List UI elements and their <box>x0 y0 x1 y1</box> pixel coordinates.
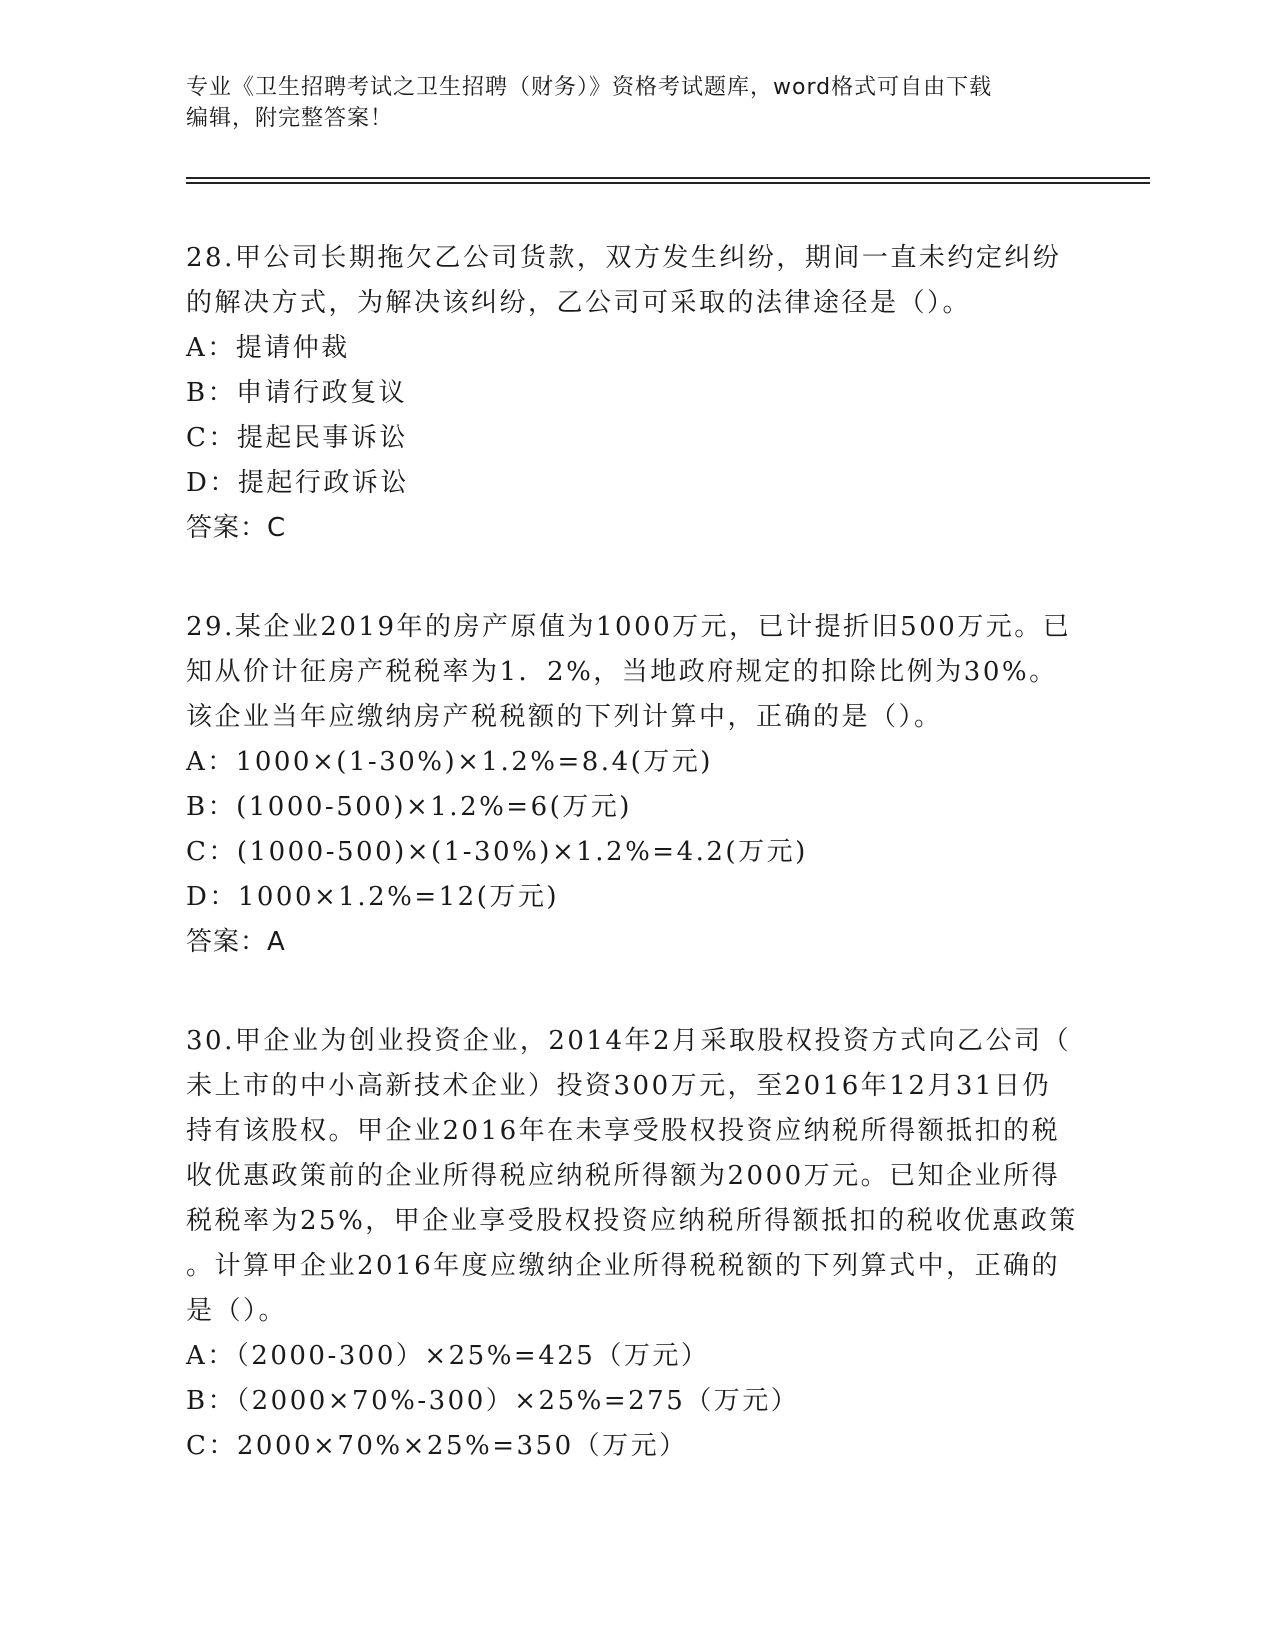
option-d: D：提起行政诉讼 <box>186 468 409 498</box>
option-c: C：2000×70%×25%=350（万元） <box>186 1431 688 1461</box>
stem-line: 税税率为25%，甲企业享受股权投资应纳税所得额抵扣的税收优惠政策 <box>186 1206 1078 1236</box>
stem-line: 收优惠政策前的企业所得税应纳税所得额为2000万元。已知企业所得 <box>186 1161 1061 1191</box>
option-d: D：1000×1.2%=12(万元) <box>186 882 560 912</box>
stem-line: 30.甲企业为创业投资企业，2014年2月采取股权投资方式向乙公司（ <box>186 1026 1072 1056</box>
document-header <box>186 72 1076 134</box>
option-b: B：申请行政复议 <box>186 378 408 408</box>
option-c: C：(1000-500)×(1-30%)×1.2%=4.2(万元) <box>186 837 808 867</box>
header-divider <box>186 177 1150 179</box>
question-list <box>186 236 1086 1523</box>
stem-line: 。计算甲企业2016年度应缴纳企业所得税税额的下列算式中，正确的 <box>186 1251 1061 1281</box>
stem-line: 是（）。 <box>186 1296 288 1326</box>
header-line: 编辑，附完整答案！ <box>186 106 394 131</box>
answer: 答案：C <box>186 513 287 543</box>
option-b: B：(1000-500)×1.2%=6(万元) <box>186 792 632 822</box>
question-stem <box>186 1019 1086 1334</box>
question-28 <box>186 236 1086 551</box>
option-c: C：提起民事诉讼 <box>186 423 408 453</box>
option-a: A：1000×(1-30%)×1.2%=8.4(万元) <box>186 747 713 777</box>
question-30 <box>186 1019 1086 1469</box>
option-b: B：（2000×70%-300）×25%=275（万元） <box>186 1386 800 1416</box>
question-29 <box>186 605 1086 965</box>
stem-line: 知从价计征房产税税率为1．2%，当地政府规定的扣除比例为30%。 <box>186 657 1058 687</box>
stem-line: 29.某企业2019年的房产原值为1000万元，已计提折旧500万元。已 <box>186 612 1072 642</box>
answer: 答案：A <box>186 927 286 957</box>
header-line: 专业《卫生招聘考试之卫生招聘（财务）》资格考试题库，word格式可自由下载 <box>186 75 993 100</box>
question-stem <box>186 605 1086 740</box>
question-stem <box>186 236 1086 326</box>
option-a: A：提请仲裁 <box>186 333 350 363</box>
stem-line: 的解决方式，为解决该纠纷，乙公司可采取的法律途径是（）。 <box>186 288 972 318</box>
stem-line: 该企业当年应缴纳房产税税额的下列计算中，正确的是（）。 <box>186 702 943 732</box>
option-a: A：（2000-300）×25%=425（万元） <box>186 1341 710 1371</box>
stem-line: 持有该股权。甲企业2016年在未享受股权投资应纳税所得额抵扣的税 <box>186 1116 1061 1146</box>
header-divider <box>186 182 1150 184</box>
stem-line: 未上市的中小高新技术企业）投资300万元，至2016年12月31日仍 <box>186 1071 1051 1101</box>
stem-line: 28.甲公司长期拖欠乙公司货款，双方发生纠纷，期间一直未约定纠纷 <box>186 243 1062 273</box>
